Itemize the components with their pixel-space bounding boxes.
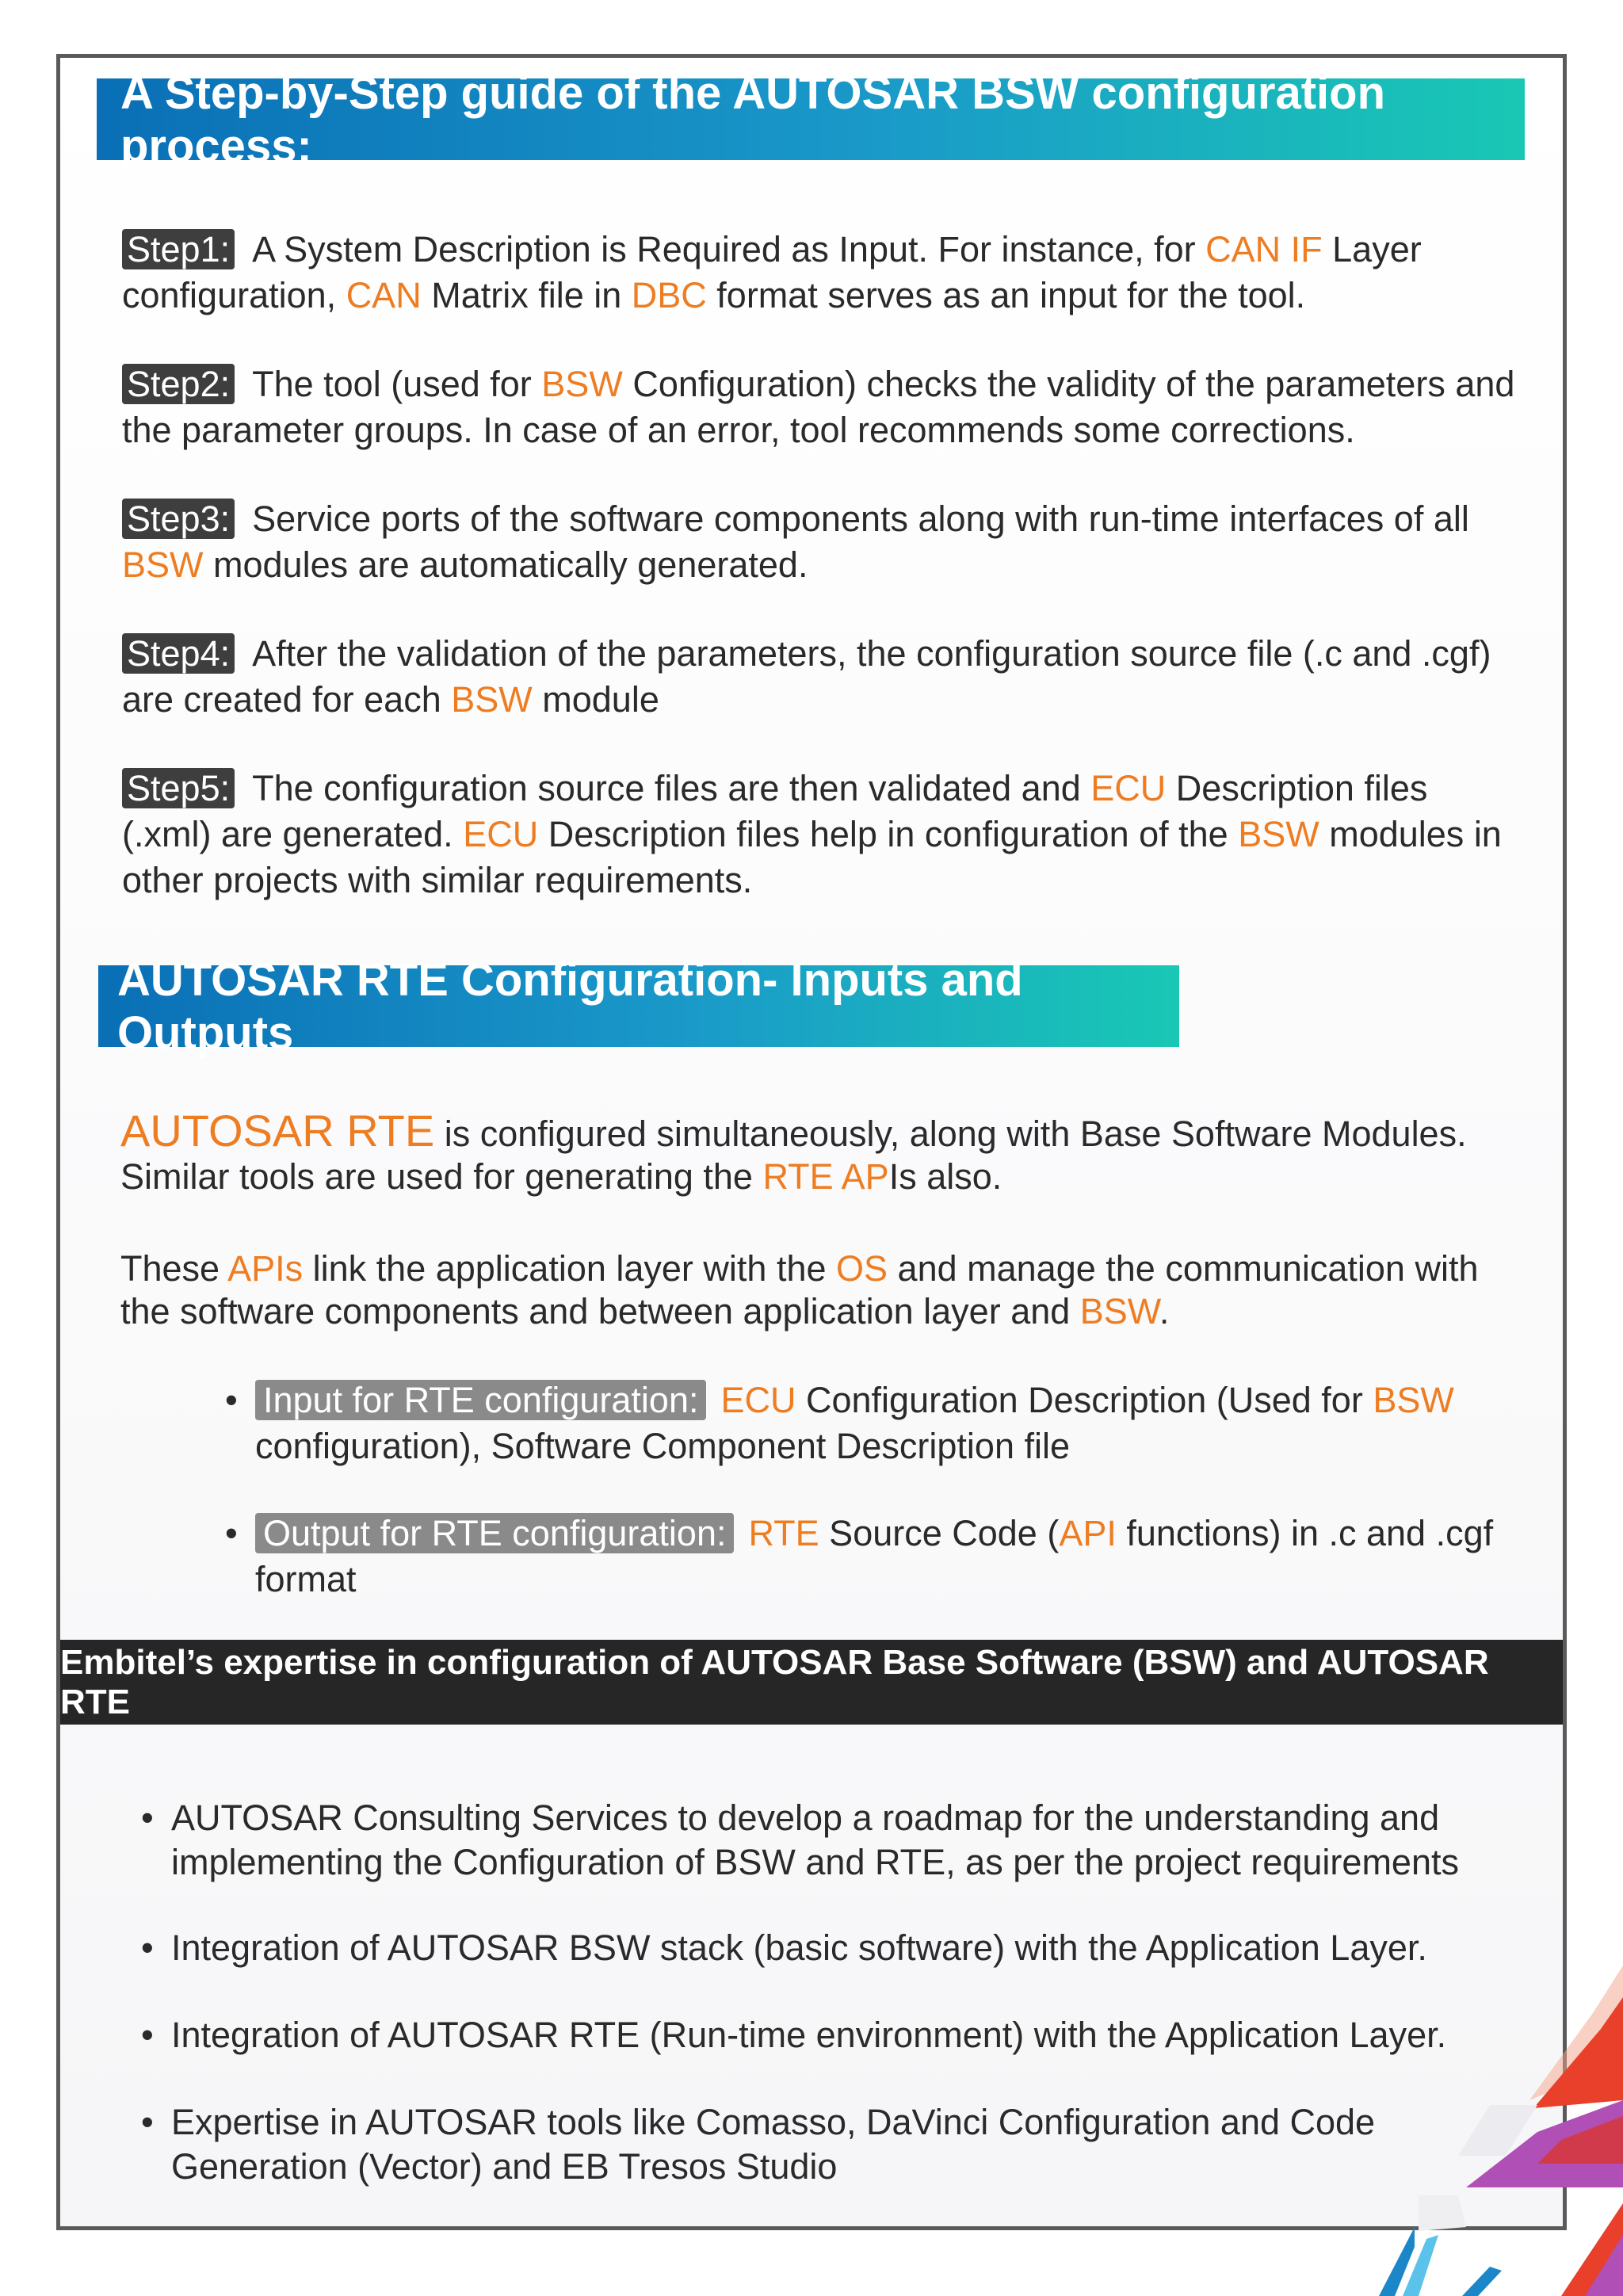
step-3 [122, 496, 1517, 588]
highlight-term: RTE [748, 1513, 819, 1553]
text-run: . [1159, 1291, 1170, 1331]
step-tag: Step3: [122, 499, 235, 539]
highlight-term: RTE AP [762, 1156, 889, 1197]
text-run: and manage the communication with the software components and between application layer and [120, 1248, 1479, 1331]
highlight-term: CAN IF [1205, 229, 1323, 269]
step-tag: Step2: [122, 364, 235, 404]
highlight-term: BSW [122, 544, 204, 585]
rte-paragraph-1 [120, 1106, 1531, 1198]
highlight-term: ECU [720, 1380, 796, 1420]
bullet-dot: • [225, 1513, 238, 1553]
highlight-term: AUTOSAR RTE [120, 1106, 435, 1156]
expertise-text: Integration of AUTOSAR RTE (Run-time environment) with the Application Layer. [171, 2015, 1447, 2055]
expertise-item [141, 1796, 1488, 1885]
bsw-guide-banner [97, 67, 1525, 172]
highlight-term: OS [836, 1248, 888, 1289]
highlight-term: APIs [227, 1248, 304, 1289]
text-run: Description files help in configuration of the [538, 814, 1239, 854]
text-run: Is also. [888, 1156, 1002, 1197]
text-run: The configuration source files are then validated and [252, 768, 1091, 808]
bullet-dot: • [141, 1797, 154, 1838]
expertise-text: AUTOSAR Consulting Services to develop a roadmap for the understanding and implementing the Configuration of BSW and RTE, as per the project requirements [171, 1797, 1459, 1882]
rte-input-bullet [225, 1377, 1525, 1469]
bullet-dot: • [141, 2015, 154, 2055]
step-4 [122, 631, 1517, 723]
bullet-body [225, 1511, 1525, 1603]
step-tag: Step1: [122, 229, 235, 269]
expertise-item [141, 2013, 1488, 2057]
bullet-dot: • [141, 2102, 154, 2142]
text-run: Service ports of the software components along with run-time interfaces of all [252, 499, 1469, 539]
config-tag: Input for RTE configuration: [255, 1380, 706, 1420]
text-run: format serves as an input for the tool. [706, 275, 1306, 315]
text-run: Matrix file in [421, 275, 632, 315]
text-run: configuration), Software Component Description file [255, 1426, 1071, 1466]
bullet-dot: • [225, 1380, 238, 1420]
rte-config-title: AUTOSAR RTE Configuration- Inputs and Outputs [117, 953, 1023, 1059]
step-5 [122, 766, 1517, 904]
highlight-term: BSW [1373, 1380, 1454, 1420]
highlight-term: DBC [631, 275, 707, 315]
rte-output-bullet [225, 1511, 1525, 1603]
text-run: The tool (used for [252, 364, 542, 404]
expertise-item [141, 1926, 1488, 1970]
text-run: module [532, 679, 659, 720]
highlight-term: BSW [451, 679, 533, 720]
text-run: Source Code ( [819, 1513, 1060, 1553]
config-tag: Output for RTE configuration: [255, 1513, 734, 1553]
text-run: Description files (.xml) are generated. [122, 768, 1428, 854]
rte-paragraph-2 [120, 1247, 1531, 1333]
highlight-term: BSW [1079, 1291, 1159, 1331]
text-run: link the application layer with the [303, 1248, 837, 1289]
expertise-item [141, 2100, 1488, 2189]
step-1 [122, 227, 1517, 319]
highlight-term: ECU [1090, 768, 1167, 808]
highlight-term: API [1059, 1513, 1117, 1553]
step-2 [122, 361, 1517, 453]
text-run: Layer configuration, [122, 229, 1422, 315]
text-run: A System Description is Required as Input. For instance, for [252, 229, 1206, 269]
highlight-term: BSW [541, 364, 623, 404]
text-run: is configured simultaneously, along with Base Software Modules. Similar tools are used for generating the [120, 1114, 1467, 1197]
decorative-corner-graphic [1300, 1966, 1623, 2296]
expertise-header [60, 1640, 1563, 1725]
highlight-term: BSW [1238, 814, 1319, 854]
text-run: After the validation of the parameters, the configuration source file (.c and .cgf) are created for each [122, 633, 1491, 720]
text-run: modules in other projects with similar requirements. [122, 814, 1502, 900]
rte-config-banner [98, 953, 1179, 1059]
highlight-term: CAN [346, 275, 422, 315]
step-tag: Step5: [122, 768, 235, 808]
text-run: Configuration) checks the validity of the parameters and the parameter groups. In case of an error, tool recommends some corrections. [122, 364, 1515, 450]
expertise-text: Expertise in AUTOSAR tools like Comasso, DaVinci Configuration and Code Generation (Vector) and EB Tresos Studio [171, 2102, 1376, 2187]
step-tag: Step4: [122, 633, 235, 674]
text-run: These [120, 1248, 228, 1289]
expertise-text: Integration of AUTOSAR BSW stack (basic software) with the Application Layer. [171, 1927, 1427, 1968]
bullet-dot: • [141, 1927, 154, 1968]
expertise-title: Embitel’s expertise in configuration of AUTOSAR Base Software (BSW) and AUTOSAR RTE [60, 1642, 1489, 1721]
bsw-guide-title: A Step-by-Step guide of the AUTOSAR BSW configuration process: [120, 67, 1386, 172]
text-run: Configuration Description (Used for [796, 1380, 1373, 1420]
text-run: functions) in .c and .cgf format [255, 1513, 1494, 1599]
highlight-term: ECU [463, 814, 539, 854]
text-run: modules are automatically generated. [203, 544, 808, 585]
bullet-body [225, 1377, 1525, 1469]
